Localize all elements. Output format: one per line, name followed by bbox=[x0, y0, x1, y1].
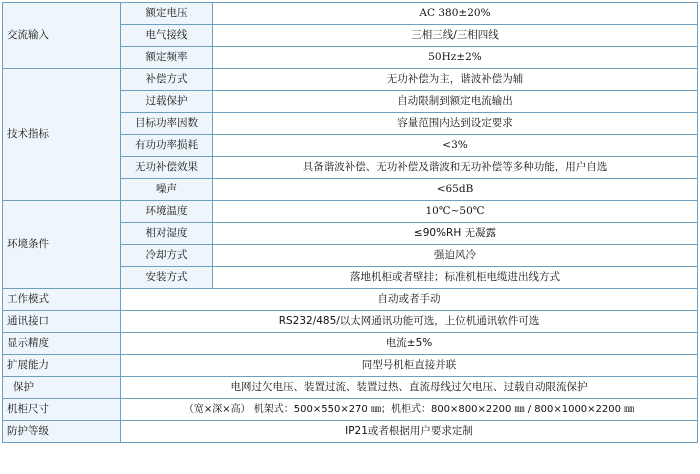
row-value-comm-interface: RS232/485/以太网通讯功能可选，上位机通讯软件可选 bbox=[121, 311, 698, 333]
param-value: 容量范围内达到设定要求 bbox=[213, 113, 698, 135]
row-value-expansion: 同型号机柜直接并联 bbox=[121, 355, 698, 377]
param-label: 过载保护 bbox=[121, 91, 213, 113]
row-value-display-accuracy: 电流±5% bbox=[121, 333, 698, 355]
table-row bbox=[3, 377, 698, 399]
row-label-protection: 保护 bbox=[3, 377, 121, 399]
param-value: 落地机柜或者壁挂；标准机柜电缆进出线方式 bbox=[213, 267, 698, 289]
table-row bbox=[3, 399, 698, 421]
param-value: 50Hz±2% bbox=[213, 47, 698, 69]
row-label-display-accuracy: 显示精度 bbox=[3, 333, 121, 355]
table-row bbox=[3, 3, 698, 25]
spec-table bbox=[2, 2, 698, 443]
table-row bbox=[3, 311, 698, 333]
row-label-comm-interface: 通讯接口 bbox=[3, 311, 121, 333]
table-row bbox=[3, 201, 698, 223]
param-value: ≤90%RH 无凝露 bbox=[213, 223, 698, 245]
row-label-protection-rating: 防护等级 bbox=[3, 421, 121, 443]
param-label: 安装方式 bbox=[121, 267, 213, 289]
param-value: <3% bbox=[213, 135, 698, 157]
group-label-tech-specs: 技术指标 bbox=[3, 69, 121, 201]
row-value-protection: 电网过欠电压、装置过流、装置过热、直流母线过欠电压、过载自动限流保护 bbox=[121, 377, 698, 399]
param-value: 强迫风冷 bbox=[213, 245, 698, 267]
table-row bbox=[3, 421, 698, 443]
param-label: 目标功率因数 bbox=[121, 113, 213, 135]
row-value-cabinet-size: （宽×深×高） 机架式：500×550×270 ㎜；机柜式：800×800×2200 ㎜ / 800×1000×2200 ㎜ bbox=[121, 399, 698, 421]
table-row bbox=[3, 289, 698, 311]
param-label: 有功功率损耗 bbox=[121, 135, 213, 157]
param-label: 相对湿度 bbox=[121, 223, 213, 245]
param-label: 无功补偿效果 bbox=[121, 157, 213, 179]
param-value: 自动限制到额定电流输出 bbox=[213, 91, 698, 113]
param-label: 额定频率 bbox=[121, 47, 213, 69]
param-label: 电气接线 bbox=[121, 25, 213, 47]
param-label: 额定电压 bbox=[121, 3, 213, 25]
row-value-protection-rating: IP21或者根据用户要求定制 bbox=[121, 421, 698, 443]
param-value: <65dB bbox=[213, 179, 698, 201]
row-label-cabinet-size: 机柜尺寸 bbox=[3, 399, 121, 421]
param-value: 无功补偿为主，谐波补偿为辅 bbox=[213, 69, 698, 91]
table-row bbox=[3, 355, 698, 377]
group-label-environment: 环境条件 bbox=[3, 201, 121, 289]
param-label: 噪声 bbox=[121, 179, 213, 201]
param-label: 环境温度 bbox=[121, 201, 213, 223]
param-label: 补偿方式 bbox=[121, 69, 213, 91]
table-row bbox=[3, 69, 698, 91]
table-row bbox=[3, 333, 698, 355]
param-value: 具备谐波补偿、无功补偿及谐波和无功补偿等多种功能，用户自选 bbox=[213, 157, 698, 179]
param-value: 三相三线/三相四线 bbox=[213, 25, 698, 47]
row-label-work-mode: 工作模式 bbox=[3, 289, 121, 311]
group-label-ac-input: 交流输入 bbox=[3, 3, 121, 69]
param-value: AC 380±20% bbox=[213, 3, 698, 25]
param-value: 10℃~50℃ bbox=[213, 201, 698, 223]
row-label-expansion: 扩展能力 bbox=[3, 355, 121, 377]
row-value-work-mode: 自动或者手动 bbox=[121, 289, 698, 311]
param-label: 冷却方式 bbox=[121, 245, 213, 267]
